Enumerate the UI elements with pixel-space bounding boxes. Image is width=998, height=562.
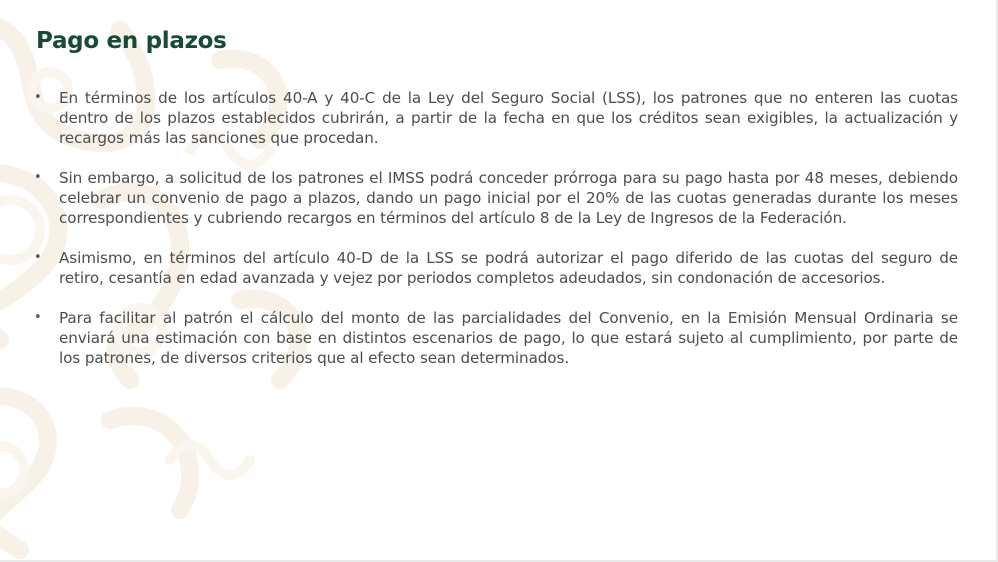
bullet-list bbox=[34, 88, 958, 388]
bullet-marker: • bbox=[34, 90, 42, 105]
bullet-text: Sin embargo, a solicitud de los patrones el IMSS podrá conceder prórroga para su pago hasta por 48 meses, debiendo celebrar un convenio de pago a plazos, dando un pago inicial por el 20% de las cuotas generadas durante los meses correspondientes y cubriendo recargos en términos del artículo 8 de la Ley de Ingresos de la Federación. bbox=[59, 169, 958, 227]
bullet-item bbox=[34, 168, 958, 228]
bullet-marker: • bbox=[34, 170, 42, 185]
bullet-marker: • bbox=[34, 250, 42, 265]
bullet-text: Para facilitar al patrón el cálculo del monto de las parcialidades del Convenio, en la Emisión Mensual Ordinaria se enviará una estimación con base en distintos escenarios de pago, lo que estará sujeto al cumplimiento, por parte de los patrones, de diversos criterios que al efecto sean determinados. bbox=[59, 309, 958, 367]
bullet-text: Asimismo, en términos del artículo 40-D de la LSS se podrá autorizar el pago diferido de las cuotas del seguro de retiro, cesantía en edad avanzada y vejez por periodos completos adeudados, sin condonación de accesorios. bbox=[59, 249, 958, 287]
bullet-item bbox=[34, 248, 958, 288]
slide-title: Pago en plazos bbox=[36, 28, 227, 54]
bullet-marker: • bbox=[34, 310, 42, 325]
bullet-text: En términos de los artículos 40-A y 40-C de la Ley del Seguro Social (LSS), los patrones que no enteren las cuotas dentro de los plazos establecidos cubrirán, a partir de la fecha en que los créditos sean exigibles, la actualización y recargos más las sanciones que procedan. bbox=[59, 89, 958, 147]
bullet-item bbox=[34, 308, 958, 368]
bullet-item bbox=[34, 88, 958, 148]
